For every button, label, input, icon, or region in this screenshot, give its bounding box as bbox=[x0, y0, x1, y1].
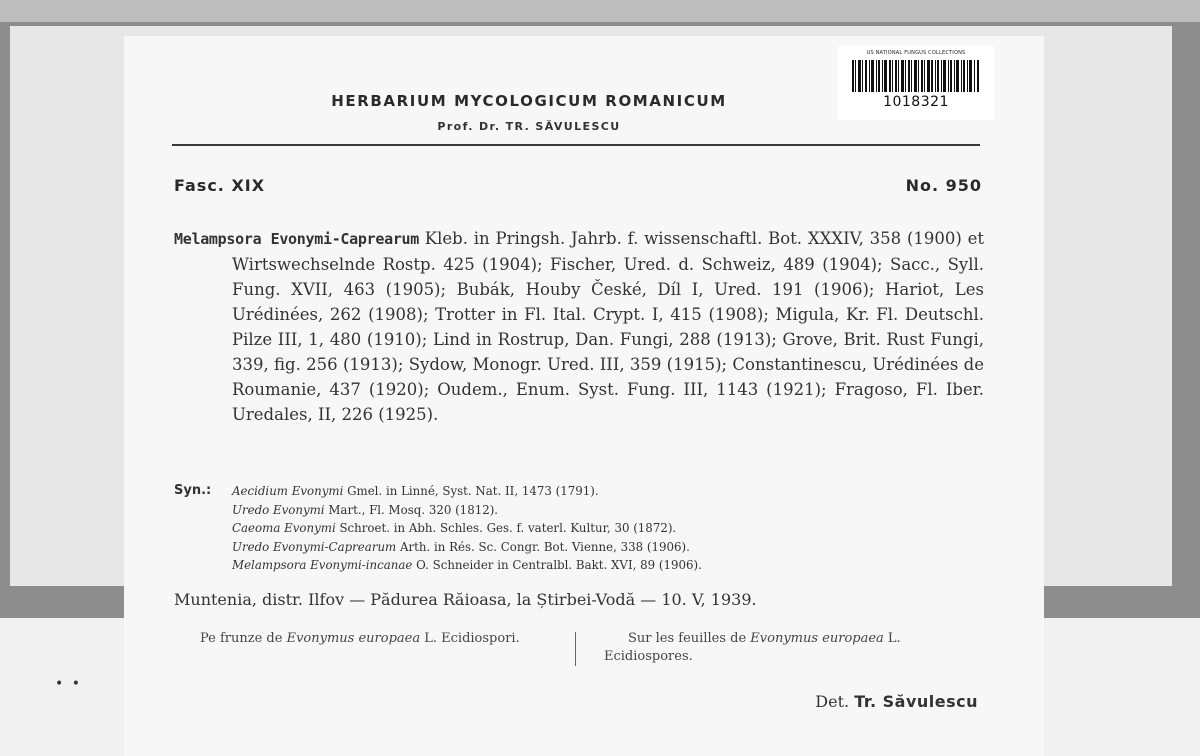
fascicle-number: Fasc. XIX bbox=[174, 176, 266, 195]
column-divider bbox=[575, 632, 576, 666]
synonym-name: Aecidium Evonymi bbox=[232, 484, 344, 498]
host-name: Evonymus europaea bbox=[286, 631, 421, 646]
synonyms-label: Syn.: bbox=[174, 483, 212, 498]
synonym-name: Caeoma Evonymi bbox=[232, 521, 336, 535]
host-note-french bbox=[604, 630, 984, 666]
host-note-prefix: Sur les feuilles de bbox=[628, 631, 751, 646]
barcode-label bbox=[838, 46, 994, 120]
synonym-item bbox=[174, 538, 984, 557]
barcode-icon bbox=[852, 60, 980, 92]
synonym-name: Uredo Evonymi-Caprearum bbox=[232, 539, 397, 554]
synonym-item bbox=[174, 501, 984, 520]
species-citation bbox=[174, 226, 984, 427]
determiner-name: Tr. Săvulescu bbox=[854, 692, 978, 711]
species-references: Kleb. in Pringsh. Jahrb. f. wissenschaftl. Bot. XXXIV, 358 (1900) et Wirtswechselnde Rostp. 425 (1904); Fischer, Ured. d. Schweiz, 489 (1904); Sacc., Syll. Fung. XVII, 463 (1905); Bubák, Houby České, Díl I, Ured. 191 (1906); Hariot, Les Urédinées, 262 (1908); Trotter in Fl. Ital. Crypt. I, 415 (1908); Migula, Kr. Fl. Deutschl. Pilze III, 1, 480 (1910); Lind in Rostrup, Dan. Fungi, 288 (1913); Grove, Brit. Rust Fungi, 339, fig. 256 (1913); Sydow, Monogr. Ured. III, 359 (1915); Constantinescu, Urédinées de Roumanie, 437 (1920); Oudem., Enum. Syst. Fung. III, 1143 (1921); Fragoso, Fl. Iber. Uredales, II, 226 (1925). bbox=[232, 229, 984, 424]
ink-marks: • • bbox=[55, 676, 82, 692]
herbarium-subtitle: Prof. Dr. TR. SĂVULESCU bbox=[437, 120, 621, 133]
barcode-caption: US NATIONAL FUNGUS COLLECTIONS bbox=[866, 50, 966, 56]
synonym-reference: Gmel. in Linné, Syst. Nat. II, 1473 (1791). bbox=[343, 484, 599, 498]
synonym-reference: O. Schneider in Centralbl. Bakt. XVI, 89 (1906). bbox=[412, 558, 702, 572]
specimen-label bbox=[124, 36, 1044, 756]
synonym-item bbox=[174, 482, 984, 501]
host-name: Evonymus europaea bbox=[750, 631, 884, 646]
synonyms-block bbox=[174, 482, 984, 575]
host-note-suffix: L. Ecidiospores. bbox=[604, 631, 901, 664]
species-name: Melampsora Evonymi-Caprearum bbox=[174, 230, 420, 248]
host-note-prefix: Pe frunze de bbox=[200, 631, 287, 646]
synonym-name: Melampsora Evonymi-incanae bbox=[232, 558, 413, 572]
synonym-name: Uredo Evonymi bbox=[232, 502, 325, 517]
background-top bbox=[0, 0, 1200, 22]
synonym-reference: Schroet. in Abh. Schles. Ges. f. vaterl. Kultur, 30 (1872). bbox=[335, 521, 677, 535]
determiner-prefix: Det. bbox=[815, 692, 855, 711]
synonym-item bbox=[174, 519, 984, 538]
synonym-reference: Mart., Fl. Mosq. 320 (1812). bbox=[324, 502, 499, 517]
barcode-number: 1018321 bbox=[883, 94, 949, 110]
host-note-romanian bbox=[174, 630, 564, 648]
host-note-suffix: L. Ecidiospori. bbox=[420, 631, 520, 646]
exsiccata-number: No. 950 bbox=[905, 176, 982, 195]
collection-locality: Muntenia, distr. Ilfov — Pădurea Răioasa, la Știrbei-Vodă — 10. V, 1939. bbox=[174, 590, 757, 609]
herbarium-title: HERBARIUM MYCOLOGICUM ROMANICUM bbox=[331, 92, 727, 110]
synonym-item bbox=[174, 556, 984, 575]
synonym-reference: Arth. in Rés. Sc. Congr. Bot. Vienne, 338 (1906). bbox=[396, 539, 690, 554]
header-rule bbox=[172, 144, 980, 146]
determiner bbox=[815, 692, 978, 711]
